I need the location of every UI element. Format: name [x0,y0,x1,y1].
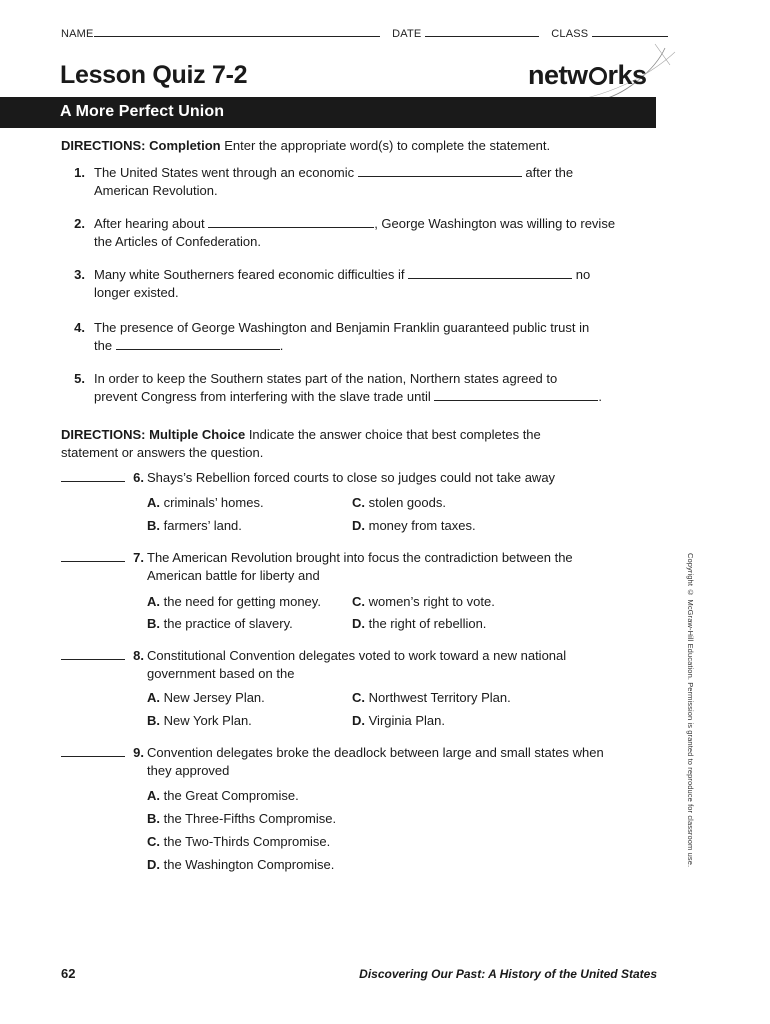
question-text: Convention delegates broke the deadlock between large and small states when [147,745,604,760]
option-c[interactable]: C. Northwest Territory Plan. [352,690,511,705]
item-text-line2: longer existed. [94,285,179,300]
option-a[interactable]: A. the need for getting money. [147,594,321,609]
question-number: 8. [133,648,144,663]
option-b[interactable]: B. New York Plan. [147,713,252,728]
logo-o-icon [589,67,607,85]
item-text: The United States went through an economic [94,165,355,180]
option-a[interactable]: A. criminals’ homes. [147,495,264,510]
question-text: Constitutional Convention delegates voted to work toward a new national [147,648,567,663]
option-b[interactable]: B. farmers’ land. [147,518,242,533]
question-text: The American Revolution brought into focus the contradiction between the [147,550,573,565]
directions-instruction-line2: statement or answers the question. [61,445,264,460]
item-text: prevent Congress from interfering with the slave trade until [94,389,431,404]
logo-text-start: netw [528,60,588,90]
name-blank[interactable] [94,24,380,37]
question-text: Shays’s Rebellion forced courts to close so judges could not take away [147,470,556,485]
question-number: 7. [133,550,144,565]
answer-blank[interactable] [208,215,374,228]
class-blank[interactable] [592,24,668,37]
option-a[interactable]: A. New Jersey Plan. [147,690,265,705]
item-text: the [94,338,113,353]
multiple-choice-directions [61,426,661,462]
answer-blank[interactable] [61,469,125,482]
option-d[interactable]: D. the Washington Compromise. [147,857,335,872]
answer-blank[interactable] [358,164,522,177]
completion-item [0,164,770,204]
option-d[interactable]: D. the right of rebellion. [352,616,487,631]
section-banner [0,97,656,128]
answer-blank[interactable] [116,337,280,350]
item-text: . [279,338,284,353]
answer-blank[interactable] [61,549,125,562]
networks-logo [528,60,647,91]
item-text: Many white Southerners feared economic difficulties if [94,267,405,282]
question-text-line2: American battle for liberty and [147,568,320,583]
item-text: . [598,389,602,404]
option-c[interactable]: C. the Two-Thirds Compromise. [147,834,331,849]
book-title: Discovering Our Past: A History of the United States [359,967,657,981]
item-text: no [575,267,591,282]
directions-label: DIRECTIONS: [61,427,146,442]
date-label: DATE [392,28,422,40]
student-info-header [61,24,661,40]
item-number: 3. [74,267,85,282]
completion-item [0,215,770,255]
multiple-choice-question [0,647,770,737]
logo-text-end: rks [607,60,647,90]
option-b[interactable]: B. the practice of slavery. [147,616,293,631]
option-d[interactable]: D. money from taxes. [352,518,476,533]
option-a[interactable]: A. the Great Compromise. [147,788,299,803]
item-number: 1. [74,165,85,180]
directions-instruction: Enter the appropriate word(s) to complete the statement. [224,138,551,153]
item-text-line2: the Articles of Confederation. [94,234,261,249]
item-text: The presence of George Washington and Benjamin Franklin guaranteed public trust in [94,320,590,335]
name-label: NAME [61,28,94,40]
option-c[interactable]: C. women’s right to vote. [352,594,495,609]
multiple-choice-question [0,549,770,639]
item-text: , George Washington was willing to revise [374,216,616,231]
item-text-line2: American Revolution. [94,183,218,198]
page-title: Lesson Quiz 7-2 [60,61,248,89]
item-number: 4. [74,320,85,335]
question-number: 6. [133,470,144,485]
completion-item [0,319,770,359]
class-label: CLASS [551,28,589,40]
multiple-choice-question [0,744,770,874]
option-d[interactable]: D. Virginia Plan. [352,713,445,728]
multiple-choice-question [0,469,770,539]
directions-type: Completion [149,138,221,153]
completion-directions [61,137,661,155]
question-text-line2: government based on the [147,666,295,681]
directions-instruction: Indicate the answer choice that best completes the [248,427,541,442]
copyright-notice: Copyright © McGraw-Hill Education. Permission is granted to reproduce for classroom use. [686,553,695,868]
directions-label: DIRECTIONS: [61,138,146,153]
option-c[interactable]: C. stolen goods. [352,495,446,510]
item-text: After hearing about [94,216,205,231]
section-title: A More Perfect Union [60,103,225,120]
question-number: 9. [133,745,144,760]
answer-blank[interactable] [61,647,125,660]
item-text: In order to keep the Southern states part of the nation, Northern states agreed to [94,371,558,386]
directions-type: Multiple Choice [149,427,246,442]
date-blank[interactable] [425,24,539,37]
completion-item [0,370,770,410]
answer-blank[interactable] [434,388,598,401]
question-text-line2: they approved [147,763,230,778]
answer-blank[interactable] [61,744,125,757]
answer-blank[interactable] [408,266,572,279]
item-number: 5. [74,371,85,386]
option-b[interactable]: B. the Three-Fifths Compromise. [147,811,337,826]
completion-item [0,266,770,306]
item-number: 2. [74,216,85,231]
item-text: after the [525,165,574,180]
page-number: 62 [61,966,76,981]
